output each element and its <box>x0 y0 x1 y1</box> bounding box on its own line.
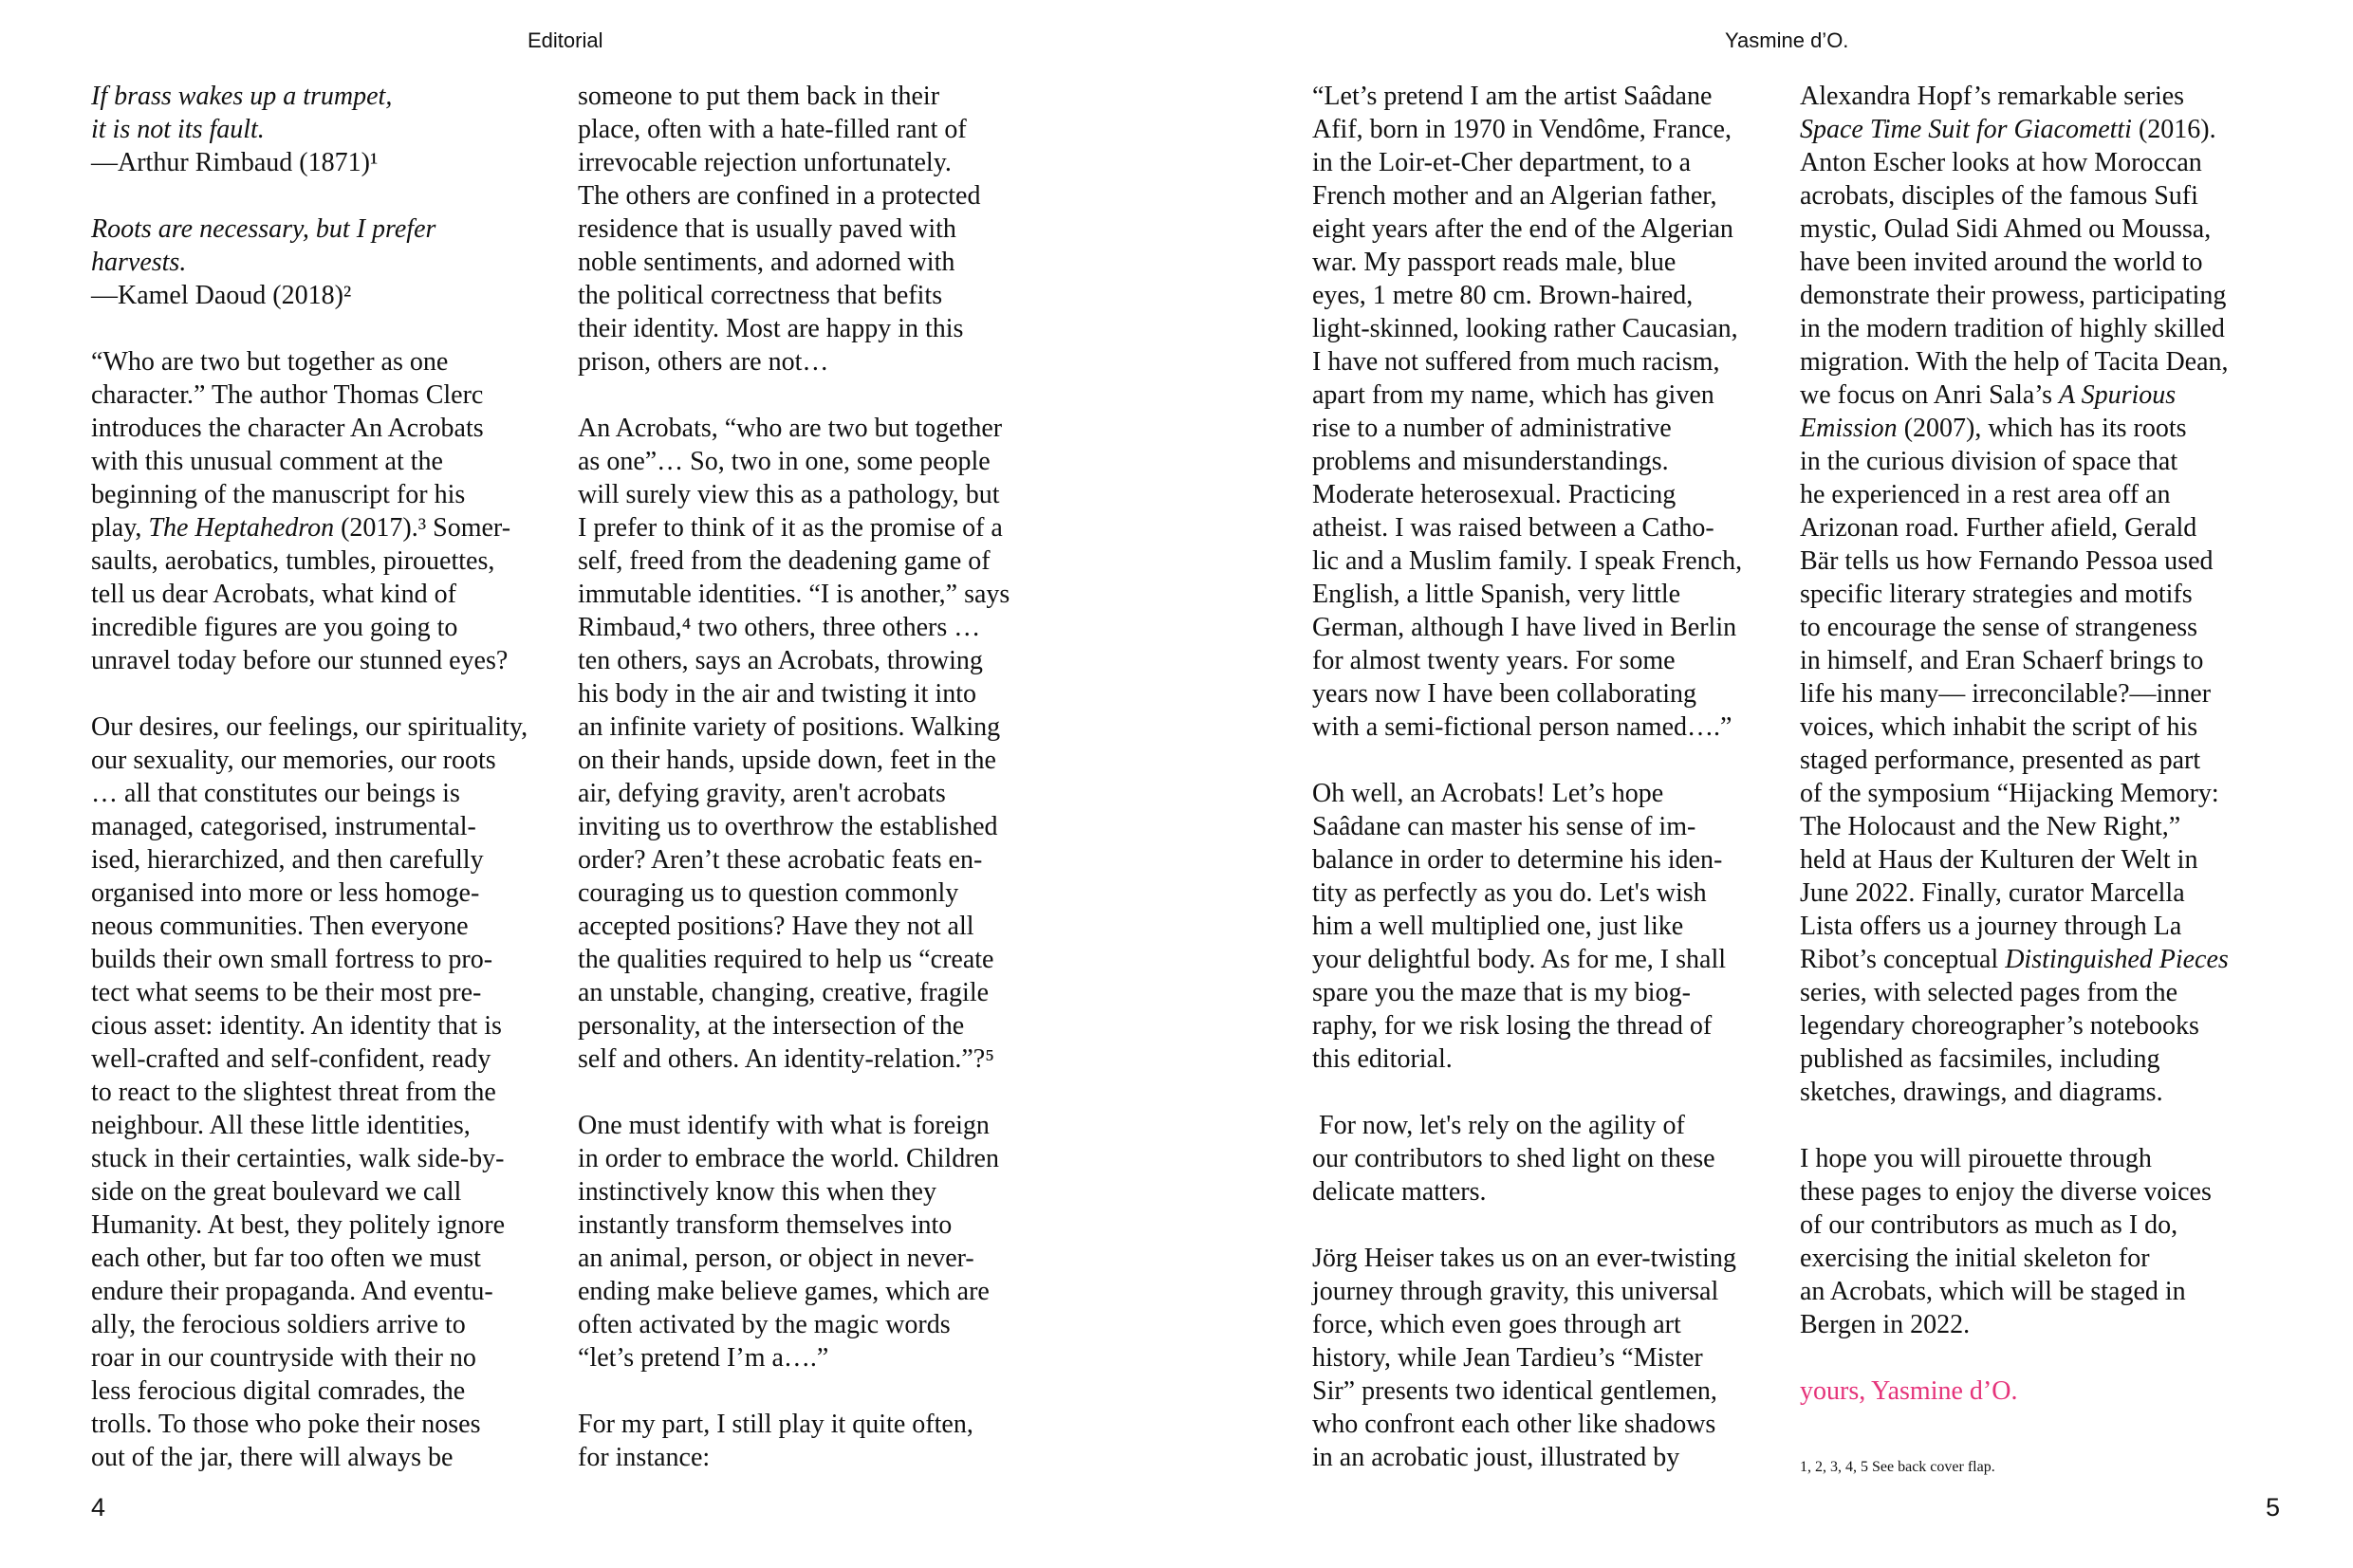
text-run: An Acrobats, “who are two but together as one”… So, two in one, some people will surely view this as a pathology, but I prefer to think of it as the promise of a self, freed from the deadening game of immutable identities. “I is another,” says Rimbaud,⁴ two others, three others … ten others, says an Acrobats, throwing his body in the air and twisting it into an infinite variety of positions. Walking on their hands, upside down, feet in the air, defying gravity, aren't acrobats inviting us to overthrow the established order? Aren’t these acrobatic feats en- couraging us to question commonly accepted positions? Have they not all the qualities required to help us “create an unstable, changing, creative, fragile personality, at the intersection of the self and others. An identity-relation.”?⁵ <box>578 414 1010 1074</box>
text-run: —Kamel Daoud (2018)² <box>91 281 352 310</box>
running-head-author: Yasmine d’O. <box>1725 28 1849 52</box>
italic-text-run: If brass wakes up a trumpet, it is not its fault. <box>91 82 393 144</box>
paragraph <box>1800 80 2293 1109</box>
text-run: For my part, I still play it quite often, for instance: <box>578 1410 973 1472</box>
italic-text-run: Space Time Suit for Giacometti <box>1800 115 2132 144</box>
text-run: For now, let's rely on the agility of our contributors to shed light on these delicate matters. <box>1312 1111 1715 1207</box>
paragraph <box>578 412 1071 1076</box>
text-run: “Who are two but together as one character.” The author Thomas Clerc introduces the character An Acrobats with this unusual comment at the beginning of the manuscript for his play, <box>91 347 484 543</box>
paragraph <box>91 80 584 179</box>
text-run: series, with selected pages from the legendary choreographer’s notebooks published as facsimiles, including sketches, drawings, and diagrams. <box>1800 978 2199 1107</box>
text-run: Alexandra Hopf’s remarkable series <box>1800 82 2185 111</box>
column-3 <box>1312 80 1806 1507</box>
text-run: someone to put them back in their place, often with a hate-filled rant of irrevocable rejection unfortunately. The others are confined in a protected residence that is usually paved with noble sentiments, and adorned with the political correctness that befits their identity. Most are happy in this prison, others are not… <box>578 82 981 377</box>
italic-text-run: Roots are necessary, but I prefer harvests. <box>91 214 436 277</box>
italic-text-run: A Spurious Emission <box>1800 380 2177 443</box>
column-2 <box>578 80 1071 1507</box>
text-run: One must identify with what is foreign in order to embrace the world. Children instinctively know this when they instantly transform themselves into an animal, person, or object in never- ending make believe games, which are often activated by the magic words “let’s pretend I’m a….” <box>578 1111 999 1373</box>
paragraph <box>1312 1109 1806 1208</box>
text-run: “Let’s pretend I am the artist Saâdane Afif, born in 1970 in Vendôme, France, in the Loir-et-Cher department, to a French mother and an Algerian father, eight years after the end of the Algerian war. My passport reads male, blue eyes, 1 metre 80 cm. Brown-haired, light-skinned, looking rather Caucasian, I have not suffered from much racism, apart from my name, which has given rise to a number of administrative problems and misunderstandings. Moderate heterosexual. Practicing atheist. I was raised between a Catho- lic and a Muslim family. I speak French, English, a little Spanish, very little German, although I have lived in Berlin for almost twenty years. For some years now I have been collaborating with a semi-fictional person named….” <box>1312 82 1743 742</box>
italic-text-run: The Heptahedron <box>148 513 335 543</box>
paragraph <box>1312 80 1806 744</box>
text-run: Jörg Heiser takes us on an ever-twisting journey through gravity, this universal force, which even goes through art history, while Jean Tardieu’s “Mister Sir” presents two identical gentlemen, who confront each other like shadows in an acrobatic joust, illustrated by <box>1312 1244 1736 1472</box>
column-4 <box>1800 80 2293 1408</box>
text-run: (2016). Anton Escher looks at how Moroccan acrobats, disciples of the famous Sufi mystic, Oulad Sidi Ahmed ou Moussa, have been invited around the world to demonstrate their prowess, participating in the modern tradition of highly skilled migration. With the help of Tacita Dean, we focus on Anri Sala’s <box>1800 115 2229 410</box>
page-number-right: 5 <box>2266 1493 2281 1522</box>
text-run: Oh well, an Acrobats! Let’s hope Saâdane can master his sense of im- balance in order to determine his iden- tity as perfectly as you do. Let's wish him a well multiplied one, just like your delightful body. As for me, I shall spare you the maze that is my biog- raphy, for we risk losing the thread of this editorial. <box>1312 779 1727 1074</box>
signature: yours, Yasmine d’O. <box>1800 1376 2018 1406</box>
footnote: 1, 2, 3, 4, 5 See back cover flap. <box>1800 1459 1995 1475</box>
text-run: —Arthur Rimbaud (1871)¹ <box>91 148 379 177</box>
text-run: (2007), which has its roots in the curious division of space that he experienced in a rest area off an Arizonan road. Further afield, Gerald Bär tells us how Fernando Pessoa used specific literary strategies and motifs to encourage the sense of strangeness in himself, and Eran Schaerf brings to life his many— irreconcilable?—inner voices, which inhabit the script of his staged performance, presented as part of the symposium “Hijacking Memory: The Holocaust and the New Right,” held at Haus der Kulturen der Welt in June 2022. Finally, curator Marcella Lista offers us a journey through La Ribot’s conceptual <box>1800 414 2219 974</box>
paragraph <box>578 1109 1071 1374</box>
column-1 <box>91 80 584 1507</box>
page-number-left: 4 <box>91 1493 106 1522</box>
paragraph <box>1312 1242 1806 1474</box>
italic-text-run: Distinguished Pieces <box>2005 945 2229 974</box>
paragraph <box>578 80 1071 378</box>
paragraph <box>1800 1142 2293 1341</box>
text-run: I hope you will pirouette through these pages to enjoy the diverse voices of our contributors as much as I do, exercising the initial skeleton for an Acrobats, which will be staged in Bergen in 2022. <box>1800 1144 2212 1339</box>
paragraph <box>578 1408 1071 1474</box>
paragraph <box>91 345 584 677</box>
paragraph <box>91 212 584 312</box>
text-run: (2017).³ Somer- saults, aerobatics, tumbles, pirouettes, tell us dear Acrobats, what kind of incredible figures are you going to unravel today before our stunned eyes? <box>91 513 511 675</box>
paragraph <box>1312 777 1806 1076</box>
running-head-editorial: Editorial <box>528 28 603 52</box>
paragraph <box>91 710 584 1474</box>
text-run: Our desires, our feelings, our spirituality, our sexuality, our memories, our roots … all that constitutes our beings is managed, categorised, instrumental- ised, hierarchized, and then carefully organised into more or less homoge- neous communities. Then everyone builds their own small fortress to pro- tect what seems to be their most pre- cious asset: identity. An identity that is well-crafted and self-confident, ready to react to the slightest threat from the neighbour. All these little identities, stuck in their certainties, walk side-by- side on the great boulevard we call Humanity. At best, they politely ignore each other, but far too often we must endure their propaganda. And eventu- ally, the ferocious soldiers arrive to roar in our countryside with their no less ferocious digital comrades, the trolls. To those who poke their noses out of the jar, there will always be <box>91 712 528 1472</box>
